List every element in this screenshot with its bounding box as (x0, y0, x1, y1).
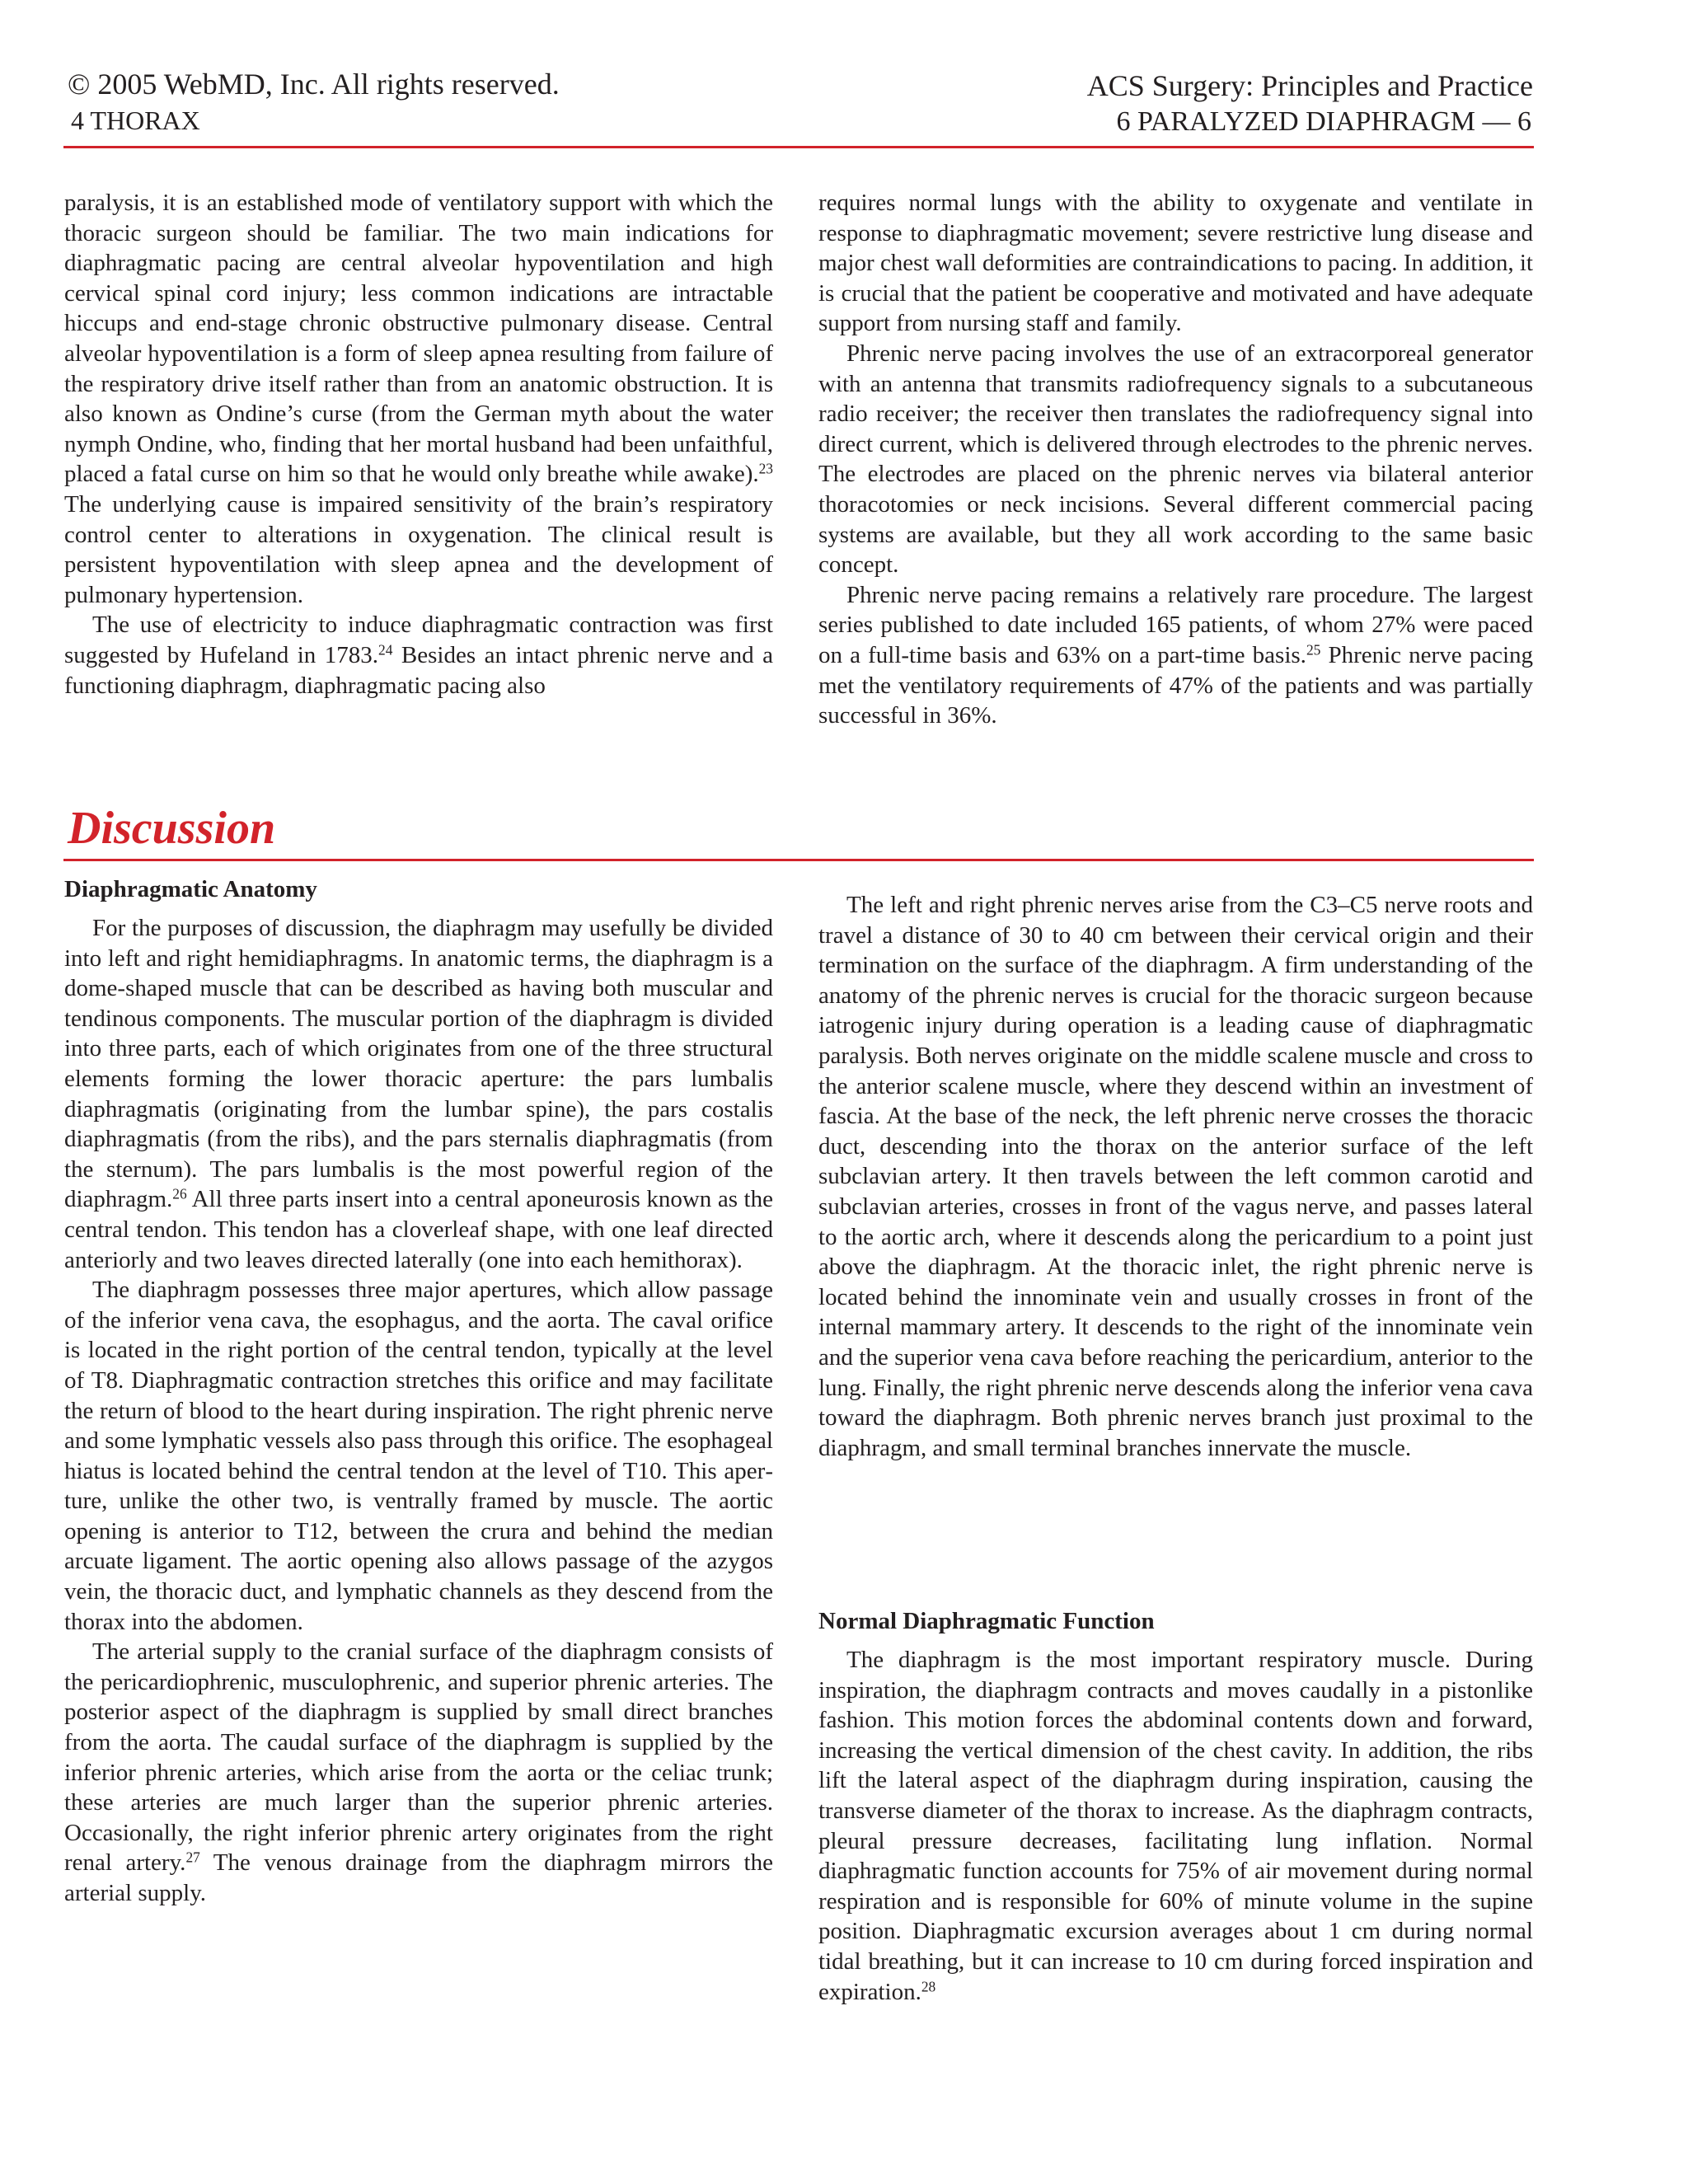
reference-marker: 24 (378, 641, 393, 658)
discussion-right-column-lower (818, 1606, 1533, 2007)
section-rule (63, 859, 1534, 861)
subsection-heading: Normal Diaphragmatic Function (818, 1608, 1155, 1634)
section-title: Discussion (68, 803, 276, 854)
reference-marker: 27 (185, 1849, 200, 1866)
section-label: 4 THORAX (71, 105, 200, 135)
paragraph: Phrenic nerve pacing remains a relatively rare procedure. The largest series published to date included 165 patients, of whom 27% were paced on a full-time basis and 63% on a part-time basis.$^{25}$ Phrenic nerve pacing met the ventilatory requirements of 47% of the patients and was partially successful in 36%. (818, 581, 1533, 729)
discussion-left-column (64, 874, 773, 1909)
reference-marker: 26 (172, 1185, 187, 1202)
paragraph: The diaphragm possesses three major apertures, which allow passage of the inferior vena cava, the esophagus, and the aorta. The caval orifice is located in the right portion of the central tendon, typically at the level of T8. Diaphragmatic contraction stretches this orifice and may facilitate the return of blood to the heart during inspiration. The right phrenic nerve and some lymphatic vessels also pass through this orifice. The esophageal hiatus is located behind the central tendon at the level of T10. This aperture, unlike the other two, is ventrally framed by muscle. The aortic opening is anterior to T12, between the crura and behind the median arcuate ligament. The aortic opening also allows passage of the azygos vein, the thoracic duct, and lymphatic channels as they descend from the thorax into the abdomen. (64, 1277, 773, 1635)
chapter-label: 6 PARALYZED DIAPHRAGM — 6 (1116, 106, 1531, 137)
copyright-notice: © 2005 WebMD, Inc. All rights reserved. (68, 68, 560, 101)
paragraph: requires normal lungs with the ability to oxygenate and ventilate in response to diaphragmatic movement; severe restrictive lung disease and major chest wall deformities are contraindications to pacing. In addition, it is crucial that the patient be cooperative and motivated and have adequate support from nursing staff and family. (818, 190, 1533, 337)
paragraph: Phrenic nerve pacing involves the use of an extracorporeal generator with an antenna that transmits radiofrequency signals to a subcutaneous radio receiver; the receiver then translates the radiofrequency signal into direct current, which is delivered through electrodes to the phrenic nerves. The electrodes are placed on the phrenic nerves via bilateral anterior thoracotomies or neck incisions. Several different commercial pacing systems are available, but they all work according to the same basic concept. (818, 340, 1533, 579)
discussion-right-column (818, 890, 1533, 1463)
top-right-column (818, 188, 1533, 731)
paragraph: For the purposes of discussion, the diaphragm may usefully be divided into left and right hemidiaphragms. In anatomic terms, the diaphragm is a dome-shaped muscle that can be described as having both muscular and tendinous components. The muscular portion of the diaphragm is divided into three parts, each of which originates from one of the three structural elements forming the lower thoracic aperture: the pars lumbalis diaphragmatis (originating from the lumbar spine), the pars costalis diaphragmatis (from the ribs), and the pars sternalis diaphragmatis (from the sternum). The pars lumbalis is the most powerful region of the diaphragm.$^{26}$ All three parts insert into a central aponeurosis known as the central tendon. This tendon has a cloverleaf shape, with one leaf directed anteriorly and two leaves directed laterally (one into each hemithorax). (64, 915, 773, 1273)
top-left-column (64, 188, 773, 701)
paragraph: The left and right phrenic nerves arise from the C3–C5 nerve roots and travel a distance of 30 to 40 cm between their cervical origin and their termination on the surface of the diaphragm. A firm understanding of the anatomy of the phrenic nerves is crucial for the thoracic surgeon because iatrogenic injury during operation is a leading cause of diaphragmatic paralysis. Both nerves originate on the middle scalene muscle and cross to the anterior scalene muscle, where they descend within an investment of fascia. At the base of the neck, the left phrenic nerve crosses the thoracic duct, descending into the thorax on the anterior surface of the left subclavian artery. It then travels between the left common carotid and subclavian arteries, crosses in front of the vagus nerve, and passes lateral to the aortic arch, where it descends along the pericardium to a point just above the diaphragm. At the thoracic inlet, the right phrenic nerve is located behind the innominate vein and usually crosses in front of the internal mammary artery. It descends to the right of the innominate vein and the superior vena cava before reaching the pericardium, anterior to the lung. Finally, the right phrenic nerve descends along the inferior vena cava toward the diaphragm. Both phrenic nerves branch just proximal to the diaphragm, and small terminal branches innervate the muscle. (818, 892, 1534, 1461)
paragraph: The diaphragm is the most important respiratory muscle. During inspiration, the diaphragm contracts and moves caudally in a pistonlike fashion. This motion forces the abdominal contents down and forward, increasing the vertical dimension of the chest cavity. In addition, the ribs lift the lateral aspect of the diaphragm during inspiration, causing the transverse diameter of the thorax to increase. As the diaphragm contracts, pleural pressure decreases, facilitating lung inflation. Normal diaphragmatic function accounts for 75% of air movement during normal respiration and is responsible for 60% of minute volume in the supine position. Diaphragmatic excursion averages about 1 cm during normal tidal breathing, but it can increase to 10 cm during forced inspiration and expiration.$^{28}$ (818, 1647, 1533, 2005)
paragraph: The use of electricity to induce diaphragmatic contraction was first suggested by Hufeland in 1783.24 Besides an intact phrenic nerve and a functioning diaphragm, diaphragmatic pacing also (64, 612, 773, 699)
paragraph: paralysis, it is an established mode of ventilatory support with which the thoracic surgeon should be familiar. The two main indications for diaphragmatic pacing are central alveolar hypoventilation and high cervical spinal cord injury; less common indications are intractable hiccups and end-stage chronic obstructive pulmonary disease. Central alveolar hypoventilation is a form of sleep apnea resulting from failure of the respiratory drive itself rather than from an anatomic obstruction. It is also known as Ondine’s curse (from the German myth about the water nymph Ondine, who, finding that her mortal husband had been unfaithful, placed a fatal curse on him so that he would only breathe while awake).$^{23}$ The underlying cause is impaired sensitivity of the brain’s respiratory control center to alterations in oxygenation. The clinical result is persistent hypoventilation with sleep apnea and the development of pulmonary hypertension. (64, 190, 773, 608)
reference-marker: 23 (758, 460, 773, 477)
book-title: ACS Surgery: Principles and Practice (1086, 69, 1533, 102)
reference-marker: 25 (1306, 641, 1321, 658)
reference-marker: 28 (921, 1977, 936, 1994)
paragraph: The arterial supply to the cranial surface of the diaphragm consists of the pericardiophrenic, musculophrenic, and superior phrenic arteries. The posterior aspect of the diaphragm is supplied by small direct branches from the aorta. The caudal surface of the diaphragm is supplied by the inferior phrenic arteries, which arise from the aorta or the celiac trunk; these arteries are much larger than the superior phrenic arteries. Occasionally, the right inferior phrenic artery originates from the right renal artery.$^{27}$ The venous drainage from the diaphragm mirrors the arterial supply. (64, 1638, 773, 1906)
header-rule (63, 146, 1534, 148)
subsection-heading: Diaphragmatic Anatomy (64, 876, 317, 902)
